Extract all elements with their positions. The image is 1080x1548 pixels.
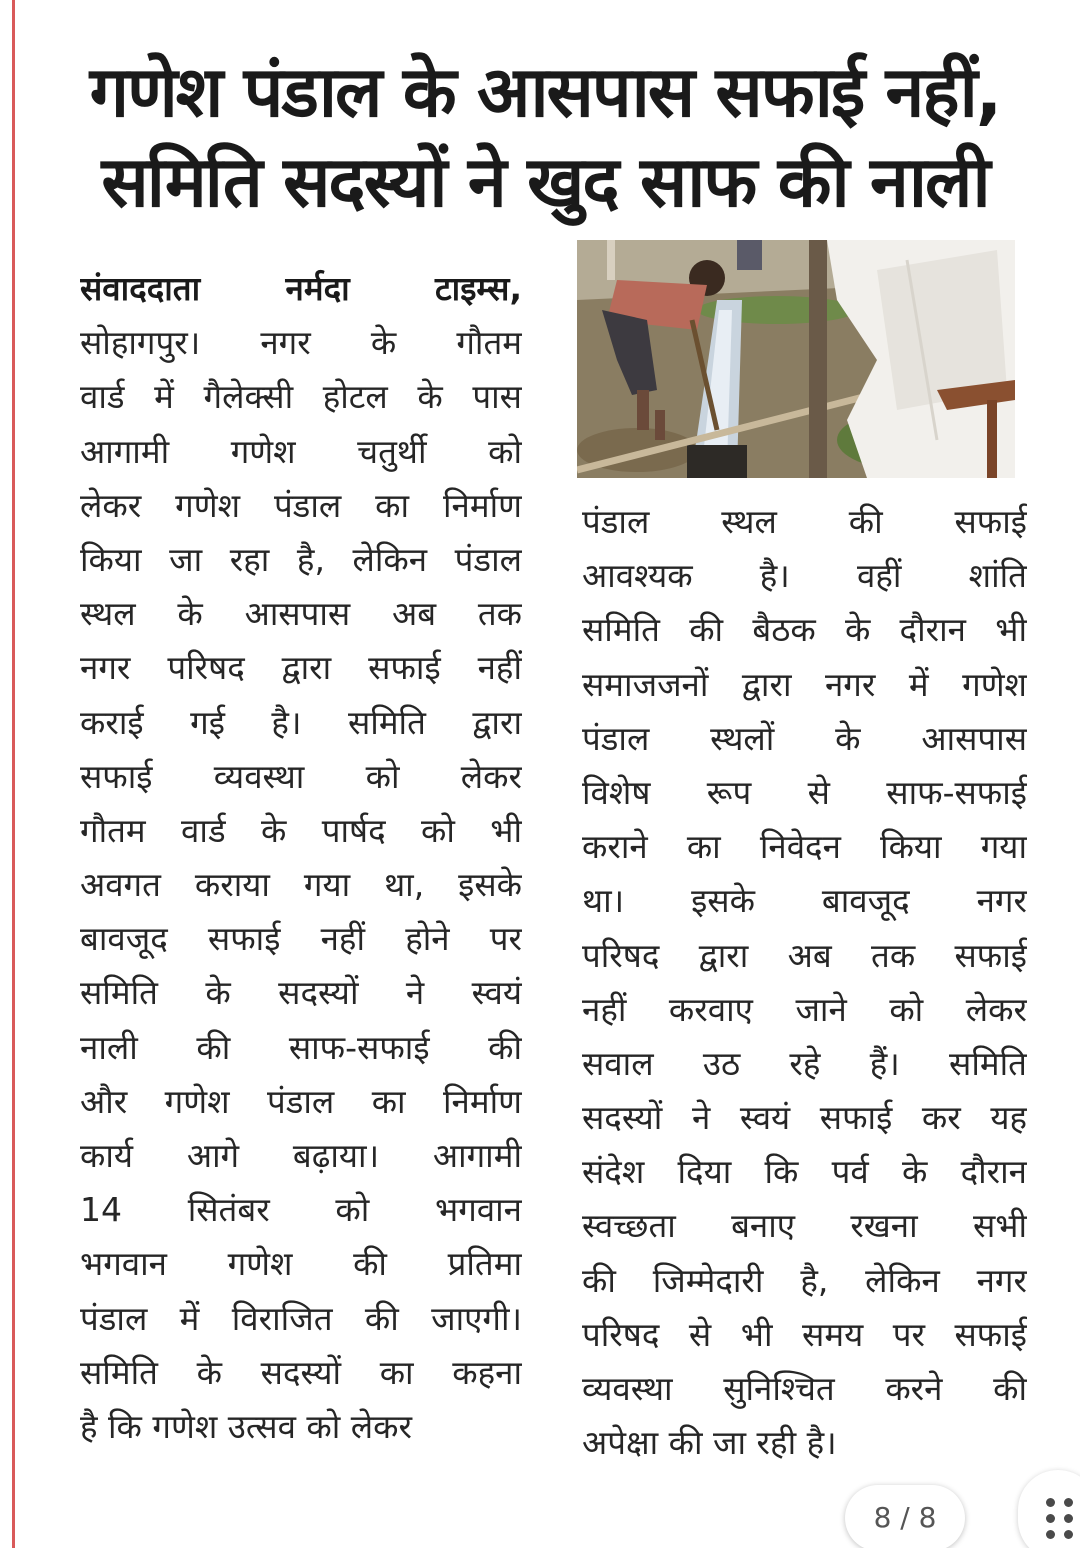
article-line: सफाई व्यवस्था को लेकर xyxy=(80,756,522,796)
article-line: नगर परिषद द्वारा सफाई नहीं xyxy=(80,648,522,688)
article-photo xyxy=(577,240,1015,478)
article-line: समाजजनों द्वारा नगर में गणेश xyxy=(582,664,1027,704)
headline-line-1: गणेश पंडाल के आसपास सफाई नहीं, xyxy=(89,51,1001,133)
article-line: की जिम्मेदारी है, लेकिन नगर xyxy=(582,1260,1027,1300)
article-line: संवाददाता नर्मदा टाइम्स, xyxy=(80,269,522,308)
article-line: सवाल उठ रहे हैं। समिति xyxy=(582,1043,1027,1083)
drain-cleaning-photo xyxy=(577,240,1015,478)
article-line: परिषद द्वारा अब तक सफाई xyxy=(582,935,1027,975)
article-line: सोहागपुर। नगर के गौतम xyxy=(80,323,522,363)
article-line: था। इसके बावजूद नगर xyxy=(582,881,1027,921)
article-line: किया जा रहा है, लेकिन पंडाल xyxy=(80,539,522,579)
article-line: कराने का निवेदन किया गया xyxy=(582,827,1027,867)
article-line: स्वच्छता बनाए रखना सभी xyxy=(582,1206,1027,1246)
article-line: स्थल के आसपास अब तक xyxy=(80,594,522,634)
article-line: समिति की बैठक के दौरान भी xyxy=(582,610,1027,650)
red-margin-rule xyxy=(12,0,15,1548)
grid-dots-icon xyxy=(1046,1498,1076,1540)
article-line: है कि गणेश उत्सव को लेकर xyxy=(80,1406,413,1446)
article-line: आगामी गणेश चतुर्थी को xyxy=(80,431,522,471)
article-line: कराई गई है। समिति द्वारा xyxy=(80,702,522,742)
article-line: वार्ड में गैलेक्सी होटल के पास xyxy=(80,377,522,417)
article-line: 14 सितंबर को भगवान xyxy=(80,1190,522,1230)
article-line: पंडाल स्थल की सफाई xyxy=(582,502,1027,541)
article-line: आवश्यक है। वहीं शांति xyxy=(582,556,1027,596)
article-column-right xyxy=(582,495,1027,1470)
article-line: बावजूद सफाई नहीं होने पर xyxy=(80,919,522,959)
viewer-menu-button[interactable] xyxy=(1018,1470,1080,1548)
article-line: सदस्यों ने स्वयं सफाई कर यह xyxy=(582,1098,1027,1138)
article-line: भगवान गणेश की प्रतिमा xyxy=(80,1244,522,1284)
article-line: परिषद से भी समय पर सफाई xyxy=(582,1314,1027,1354)
article-line: पंडाल में विराजित की जाएगी। xyxy=(80,1298,522,1338)
article-line: लेकर गणेश पंडाल का निर्माण xyxy=(80,485,522,525)
article-line: कार्य आगे बढ़ाया। आगामी xyxy=(80,1136,522,1175)
article-line: समिति के सदस्यों ने स्वयं xyxy=(80,973,522,1013)
article-line: अपेक्षा की जा रही है। xyxy=(582,1423,837,1463)
page-indicator[interactable]: 8 / 8 xyxy=(845,1485,965,1548)
article-line: नाली की साफ-सफाई की xyxy=(80,1027,522,1067)
article-line: और गणेश पंडाल का निर्माण xyxy=(80,1081,522,1121)
article-line: व्यवस्था सुनिश्चित करने की xyxy=(582,1369,1027,1408)
article-line: संदेश दिया कि पर्व के दौरान xyxy=(582,1152,1027,1192)
article-line: समिति के सदस्यों का कहना xyxy=(80,1352,522,1392)
article-line: पंडाल स्थलों के आसपास xyxy=(582,718,1027,758)
article-column-left xyxy=(80,262,522,1454)
article-line: गौतम वार्ड के पार्षद को भी xyxy=(80,810,522,850)
article-line: विशेष रूप से साफ-सफाई xyxy=(582,772,1027,812)
article-line: अवगत कराया गया था, इसके xyxy=(80,865,522,905)
article-line: नहीं करवाए जाने को लेकर xyxy=(582,989,1027,1029)
headline-line-2: समिति सदस्यों ने खुद साफ की नाली xyxy=(101,141,989,223)
